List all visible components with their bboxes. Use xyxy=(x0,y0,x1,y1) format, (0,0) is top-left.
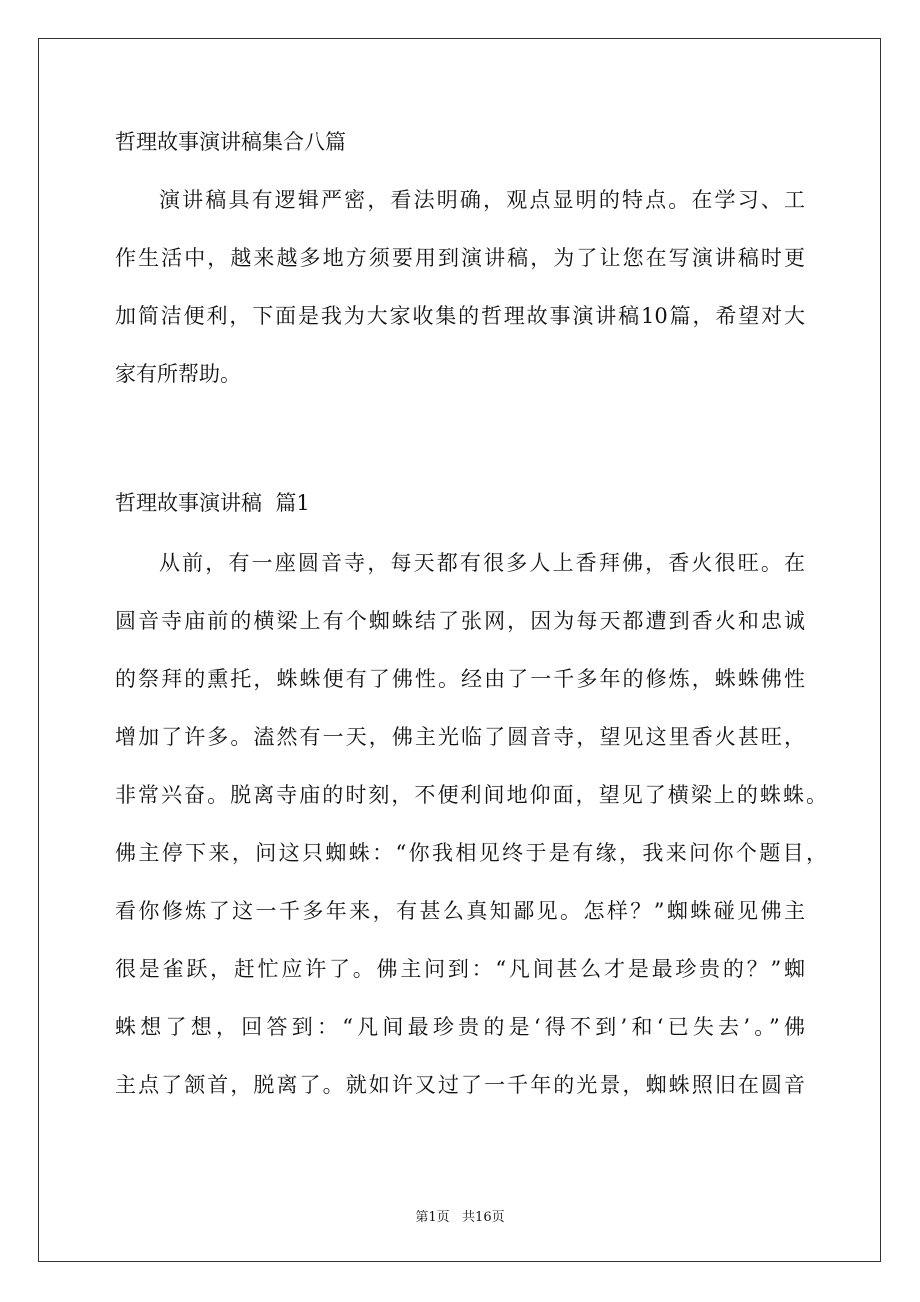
body-line: 的祭拜的熏托，蛛蛛便有了佛性。经由了一千多年的修炼，蛛蛛佛性 xyxy=(115,667,805,691)
intro-line: 家有所帮助。 xyxy=(115,362,241,386)
body-line: 增加了许多。溘然有一天，佛主光临了圆音寺，望见这里香火甚旺， xyxy=(115,725,805,749)
body-line: 很是雀跃，赶忙应许了。佛主问到：“凡间甚么才是最珍贵的？”蜘 xyxy=(115,957,805,981)
body-line: 从前，有一座圆音寺，每天都有很多人上香拜佛，香火很旺。在 xyxy=(159,551,805,575)
intro-line: 加简洁便利，下面是我为大家收集的哲理故事演讲稿10篇，希望对大 xyxy=(115,304,805,328)
document-title: 哲理故事演讲稿集合八篇 xyxy=(115,130,346,154)
body-line: 看你修炼了这一千多年来，有甚么真知鄙见。怎样？”蜘蛛碰见佛主 xyxy=(115,899,805,923)
body-line: 佛主停下来，问这只蜘蛛：“你我相见终于是有缘，我来问你个题目， xyxy=(115,841,827,865)
section-heading: 哲理故事演讲稿 篇1 xyxy=(115,491,310,515)
body-line: 主点了颔首，脱离了。就如许又过了一千年的光景，蜘蛛照旧在圆音 xyxy=(115,1073,805,1097)
body-line: 蛛想了想，回答到：“凡间最珍贵的是‘得不到’和‘已失去’。”佛 xyxy=(115,1015,805,1039)
body-line: 非常兴奋。脱离寺庙的时刻，不便利间地仰面，望见了横梁上的蛛蛛。 xyxy=(115,783,827,807)
intro-line: 作生活中，越来越多地方须要用到演讲稿，为了让您在写演讲稿时更 xyxy=(115,246,805,270)
intro-line: 演讲稿具有逻辑严密，看法明确，观点显明的特点。在学习、工 xyxy=(159,188,805,212)
page-number-footer: 第1页 共16页 xyxy=(415,1210,505,1225)
body-line: 圆音寺庙前的横梁上有个蜘蛛结了张网，因为每天都遭到香火和忠诚 xyxy=(115,609,805,633)
